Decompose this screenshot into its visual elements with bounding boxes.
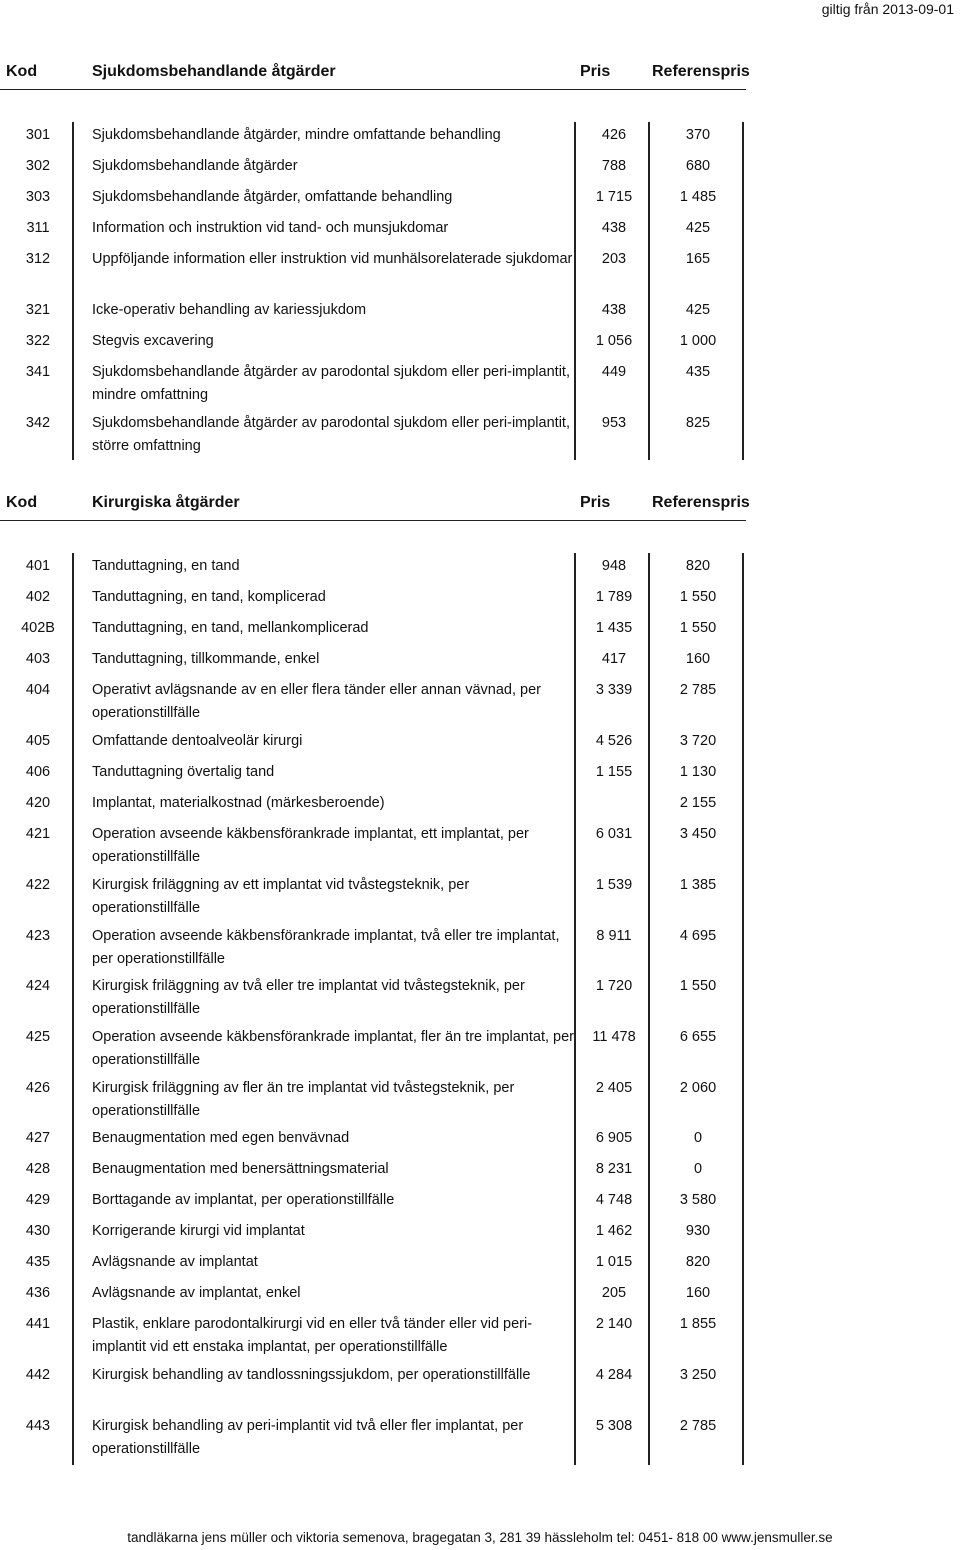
row-reference-price: 0 <box>693 1130 703 1146</box>
row-reference-price: 2 785 <box>679 1418 717 1434</box>
row-reference-price: 0 <box>693 1161 703 1177</box>
row-price: 203 <box>601 251 627 267</box>
row-reference-price: 425 <box>685 302 711 318</box>
validity-date: giltig från 2013-09-01 <box>821 1 954 17</box>
row-description: Avlägsnande av implantat <box>92 1254 258 1270</box>
row-reference-price: 825 <box>685 415 711 431</box>
row-code: 322 <box>25 333 51 349</box>
row-code: 441 <box>25 1316 51 1332</box>
row-price: 1 720 <box>595 978 633 994</box>
row-price: 1 435 <box>595 620 633 636</box>
row-description: Sjukdomsbehandlande åtgärder av parodontal sjukdom eller peri-implantit, större omfattning <box>92 415 570 454</box>
row-description: Sjukdomsbehandlande åtgärder av parodontal sjukdom eller peri-implantit, mindre omfattning <box>92 364 570 403</box>
row-reference-price: 3 250 <box>679 1367 717 1383</box>
row-code: 303 <box>25 189 51 205</box>
row-reference-price: 1 130 <box>679 764 717 780</box>
row-price: 2 140 <box>595 1316 633 1332</box>
row-description: Tanduttagning, en tand, komplicerad <box>92 589 326 605</box>
row-code: 311 <box>26 220 50 236</box>
row-reference-price: 3 450 <box>679 826 717 842</box>
row-description: Avlägsnande av implantat, enkel <box>92 1285 301 1301</box>
row-description: Omfattande dentoalveolär kirurgi <box>92 733 303 749</box>
section-header <box>0 490 750 521</box>
row-reference-price: 3 720 <box>679 733 717 749</box>
row-code: 401 <box>25 558 51 574</box>
row-price: 4 284 <box>595 1367 633 1383</box>
row-reference-price: 2 155 <box>679 795 717 811</box>
row-description: Icke-operativ behandling av kariessjukdom <box>92 302 367 318</box>
row-code: 402B <box>21 620 55 636</box>
row-description: Benaugmentation med benersättningsmaterial <box>92 1161 389 1177</box>
row-reference-price: 820 <box>685 558 711 574</box>
row-reference-price: 160 <box>685 1285 711 1301</box>
row-description: Tanduttagning, tillkommande, enkel <box>92 651 320 667</box>
row-description: Tanduttagning, en tand <box>92 558 240 574</box>
row-price: 1 155 <box>595 764 633 780</box>
row-code: 341 <box>25 364 51 380</box>
row-description: Kirurgisk friläggning av ett implantat vid tvåstegsteknik, per operationstillfälle <box>92 877 470 916</box>
row-description: Kirurgisk behandling av tandlossningssjukdom, per operationstillfälle <box>92 1367 531 1383</box>
row-description: Operation avseende käkbensförankrade implantat, ett implantat, per operationstillfälle <box>92 826 529 865</box>
row-code: 312 <box>25 251 51 267</box>
row-reference-price: 680 <box>685 158 711 174</box>
row-price: 1 539 <box>595 877 633 893</box>
row-description: Information och instruktion vid tand- och munsjukdomar <box>92 220 449 236</box>
row-description: Sjukdomsbehandlande åtgärder, omfattande behandling <box>92 189 453 205</box>
row-code: 426 <box>25 1080 51 1096</box>
row-reference-price: 6 655 <box>679 1029 717 1045</box>
column-divider <box>742 122 744 460</box>
row-code: 301 <box>25 127 51 143</box>
row-price: 953 <box>601 415 627 431</box>
row-description: Operativt avlägsnande av en eller flera tänder eller annan vävnad, per operationstillfälle <box>92 682 541 721</box>
column-header-pris: Pris <box>580 63 611 80</box>
row-price: 426 <box>601 127 627 143</box>
row-reference-price: 1 855 <box>679 1316 717 1332</box>
column-header-pris: Pris <box>580 494 611 511</box>
column-header-referenspris: Referenspris <box>652 494 750 511</box>
row-price: 2 405 <box>595 1080 633 1096</box>
row-description: Tanduttagning övertalig tand <box>92 764 275 780</box>
row-code: 420 <box>25 795 51 811</box>
row-price: 6 905 <box>595 1130 633 1146</box>
row-reference-price: 1 485 <box>679 189 717 205</box>
row-price: 1 056 <box>595 333 633 349</box>
row-reference-price: 1 550 <box>679 620 717 636</box>
row-reference-price: 370 <box>685 127 711 143</box>
row-description: Uppföljande information eller instruktion vid munhälsorelaterade sjukdomar <box>92 251 573 267</box>
row-price: 1 715 <box>595 189 633 205</box>
row-description: Sjukdomsbehandlande åtgärder <box>92 158 298 174</box>
row-description: Borttagande av implantat, per operationstillfälle <box>92 1192 395 1208</box>
row-code: 404 <box>25 682 51 698</box>
column-divider <box>72 122 74 460</box>
row-code: 425 <box>25 1029 51 1045</box>
row-code: 423 <box>25 928 51 944</box>
row-description: Implantat, materialkostnad (märkesberoende) <box>92 795 385 811</box>
row-code: 435 <box>25 1254 51 1270</box>
row-code: 427 <box>25 1130 51 1146</box>
row-reference-price: 1 000 <box>679 333 717 349</box>
row-price: 1 015 <box>595 1254 633 1270</box>
row-code: 321 <box>25 302 51 318</box>
row-description: Tanduttagning, en tand, mellankomplicerad <box>92 620 369 636</box>
row-price: 948 <box>601 558 627 574</box>
section-title: Kirurgiska åtgärder <box>92 494 240 511</box>
row-reference-price: 3 580 <box>679 1192 717 1208</box>
row-price: 788 <box>601 158 627 174</box>
row-price: 3 339 <box>595 682 633 698</box>
row-reference-price: 4 695 <box>679 928 717 944</box>
row-description: Korrigerande kirurgi vid implantat <box>92 1223 305 1239</box>
row-description: Kirurgisk friläggning av två eller tre implantat vid tvåstegsteknik, per operationstillfälle <box>92 978 525 1017</box>
row-price: 1 462 <box>595 1223 633 1239</box>
footer-contact: tandläkarna jens müller och viktoria semenova, bragegatan 3, 281 39 hässleholm tel: 0451- 818 00 www.jensmuller.se <box>127 1530 833 1545</box>
column-header-kod: Kod <box>6 494 38 511</box>
row-code: 430 <box>25 1223 51 1239</box>
row-code: 443 <box>25 1418 51 1434</box>
row-code: 442 <box>25 1367 51 1383</box>
row-code: 422 <box>25 877 51 893</box>
row-code: 428 <box>25 1161 51 1177</box>
row-reference-price: 820 <box>685 1254 711 1270</box>
row-description: Plastik, enklare parodontalkirurgi vid en eller två tänder eller vid peri-implantit vid ett enstaka implantat, per operationstillfälle <box>92 1316 533 1355</box>
row-reference-price: 1 385 <box>679 877 717 893</box>
row-code: 436 <box>25 1285 51 1301</box>
row-reference-price: 160 <box>685 651 711 667</box>
row-code: 302 <box>25 158 51 174</box>
section-title: Sjukdomsbehandlande åtgärder <box>92 63 336 80</box>
row-reference-price: 930 <box>685 1223 711 1239</box>
row-code: 421 <box>25 826 51 842</box>
row-price: 205 <box>601 1285 627 1301</box>
row-description: Operation avseende käkbensförankrade implantat, två eller tre implantat, per operationstillfälle <box>92 928 560 967</box>
row-price: 438 <box>601 220 627 236</box>
row-reference-price: 425 <box>685 220 711 236</box>
row-code: 424 <box>25 978 51 994</box>
column-header-referenspris: Referenspris <box>652 63 750 80</box>
row-code: 406 <box>25 764 51 780</box>
row-reference-price: 2 060 <box>679 1080 717 1096</box>
column-header-kod: Kod <box>6 63 38 80</box>
row-reference-price: 165 <box>685 251 711 267</box>
row-description: Operation avseende käkbensförankrade implantat, fler än tre implantat, per operationstillfälle <box>92 1029 574 1068</box>
row-price: 1 789 <box>595 589 633 605</box>
row-code: 403 <box>25 651 51 667</box>
row-price: 449 <box>601 364 627 380</box>
row-code: 429 <box>25 1192 51 1208</box>
row-price: 4 748 <box>595 1192 633 1208</box>
row-price: 4 526 <box>595 733 633 749</box>
row-description: Kirurgisk behandling av peri-implantit vid två eller fler implantat, per operationstillfälle <box>92 1418 524 1457</box>
row-reference-price: 435 <box>685 364 711 380</box>
column-divider <box>72 553 74 1465</box>
row-description: Stegvis excavering <box>92 333 214 349</box>
row-description: Benaugmentation med egen benvävnad <box>92 1130 350 1146</box>
row-price: 11 478 <box>592 1029 636 1045</box>
row-description: Kirurgisk friläggning av fler än tre implantat vid tvåstegsteknik, per operationstillfälle <box>92 1080 515 1119</box>
row-code: 342 <box>25 415 51 431</box>
row-price: 438 <box>601 302 627 318</box>
row-reference-price: 2 785 <box>679 682 717 698</box>
row-price: 8 231 <box>595 1161 633 1177</box>
column-divider <box>742 553 744 1465</box>
row-reference-price: 1 550 <box>679 589 717 605</box>
row-price: 5 308 <box>595 1418 633 1434</box>
row-code: 405 <box>25 733 51 749</box>
row-price: 6 031 <box>595 826 633 842</box>
row-description: Sjukdomsbehandlande åtgärder, mindre omfattande behandling <box>92 127 501 143</box>
row-price: 417 <box>601 651 627 667</box>
row-code: 402 <box>25 589 51 605</box>
section-header <box>0 59 750 90</box>
row-reference-price: 1 550 <box>679 978 717 994</box>
row-price: 8 911 <box>596 928 632 944</box>
